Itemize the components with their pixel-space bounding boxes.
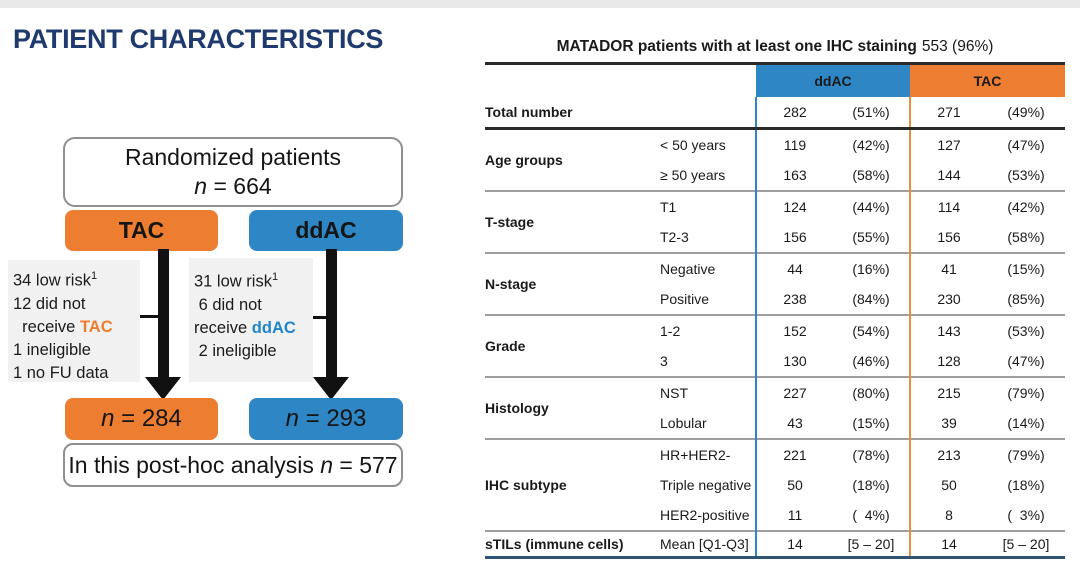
- percent-cell: (51%): [833, 97, 910, 129]
- percent-cell: (79%): [987, 439, 1065, 470]
- count-cell: 213: [910, 439, 987, 470]
- group-label: sTILs (immune cells): [485, 531, 660, 558]
- percent-cell: (55%): [852, 229, 890, 245]
- percent-cell: (15%): [987, 253, 1065, 284]
- percent-cell: (58%): [1007, 229, 1045, 245]
- percent-cell: (53%): [1007, 167, 1045, 183]
- subcategory-label: Lobular: [660, 415, 707, 431]
- count-cell: 50: [910, 470, 987, 500]
- tac-note-line1-text: 34 low risk: [13, 271, 91, 290]
- subcategory-label: Mean [Q1-Q3]: [660, 531, 756, 558]
- n-variable: n: [285, 405, 299, 432]
- column-header-ddac: ddAC: [756, 64, 910, 98]
- count-cell: 11: [756, 500, 833, 531]
- group-label: Age groups: [485, 129, 660, 192]
- subcategory-label: HR+HER2-: [660, 439, 756, 470]
- tac-arm-box: TAC: [65, 210, 218, 251]
- footnote-marker: 1: [271, 271, 279, 283]
- count-cell: 114: [910, 191, 987, 222]
- count-cell: 44: [756, 253, 833, 284]
- subcategory-label: Triple negative: [660, 477, 752, 493]
- ddac-note-line1: [194, 266, 309, 294]
- percent-cell: (58%): [852, 167, 890, 183]
- percent-cell: (18%): [1007, 477, 1045, 493]
- subcategory-label: Negative: [660, 253, 756, 284]
- table-row-stils: [485, 531, 1065, 558]
- count-cell: 227: [756, 377, 833, 408]
- percent-cell: (46%): [852, 353, 890, 369]
- randomized-line1: Randomized patients: [124, 144, 342, 170]
- ddac-note-line2: 6 did not: [194, 295, 262, 314]
- tac-note-line3-prefix: receive: [13, 317, 80, 336]
- ddac-note-line3: [194, 317, 309, 340]
- footnote-marker: 1: [90, 270, 98, 282]
- subcategory-label: T1: [660, 191, 756, 222]
- n-variable: n: [101, 405, 115, 432]
- percent-cell: (49%): [987, 97, 1065, 129]
- count-cell: 14: [910, 531, 987, 558]
- randomized-patients-box: [63, 137, 403, 207]
- percent-cell: (54%): [833, 315, 910, 346]
- count-cell: 124: [756, 191, 833, 222]
- percent-cell: [5 – 20]: [833, 531, 910, 558]
- percent-cell: (16%): [833, 253, 910, 284]
- subcategory-label: Positive: [660, 291, 710, 307]
- count-cell: 238: [756, 284, 833, 315]
- percent-cell: (14%): [1007, 415, 1045, 431]
- percent-cell: (79%): [987, 377, 1065, 408]
- subcategory-label: 3: [660, 353, 668, 369]
- percent-cell: (78%): [833, 439, 910, 470]
- table-caption-value: 553 (96%): [921, 38, 994, 55]
- posthoc-analysis-box: [63, 443, 403, 487]
- count-cell: 152: [756, 315, 833, 346]
- count-cell: 143: [910, 315, 987, 346]
- subcategory-label: T2-3: [660, 229, 689, 245]
- subcategory-label: ≥ 50 years: [660, 167, 726, 183]
- count-cell: 50: [756, 470, 833, 500]
- posthoc-prefix: In this post-hoc analysis: [68, 451, 321, 478]
- percent-cell: (15%): [852, 415, 890, 431]
- percent-cell: (53%): [987, 315, 1065, 346]
- percent-cell: (47%): [1007, 353, 1045, 369]
- percent-cell: ( 4%): [852, 507, 890, 523]
- randomized-line2: [194, 172, 271, 201]
- count-cell: 39: [910, 408, 987, 439]
- tac-exclusions-note: [8, 260, 140, 382]
- count-cell: 156: [756, 222, 833, 253]
- tac-note-line3: [13, 316, 136, 339]
- top-letterbox: [0, 0, 1080, 8]
- tac-arrow-head-icon: [145, 377, 181, 400]
- table-row: [485, 439, 1065, 470]
- ddac-arrow-head-icon: [313, 377, 349, 400]
- n-value: = 664: [207, 173, 272, 199]
- subcategory-label: 1-2: [660, 315, 756, 346]
- percent-cell: [5 – 20]: [987, 531, 1065, 558]
- subcategory-label: HER2-positive: [660, 507, 750, 523]
- count-cell: 127: [910, 129, 987, 161]
- tac-note-line1: [13, 265, 136, 293]
- count-cell: 221: [756, 439, 833, 470]
- tac-note-drug-label: TAC: [79, 317, 113, 336]
- table-row: [485, 191, 1065, 222]
- table-row-total: [485, 97, 1065, 129]
- count-cell: 130: [756, 346, 833, 377]
- count-cell: 8: [910, 500, 987, 531]
- tac-n-box: [65, 398, 218, 440]
- table-row: [485, 377, 1065, 408]
- count-cell: 230: [910, 284, 987, 315]
- table-caption: [485, 38, 1065, 62]
- page-title: PATIENT CHARACTERISTICS: [13, 24, 384, 54]
- header-empty-cell: [485, 64, 756, 98]
- count-cell: 271: [910, 97, 987, 129]
- ddac-arrow-shaft: [326, 249, 337, 378]
- group-label: Grade: [485, 315, 660, 377]
- count-cell: 156: [910, 222, 987, 253]
- n-variable: n: [194, 173, 208, 199]
- posthoc-text: [68, 452, 397, 479]
- group-label: IHC subtype: [485, 439, 660, 531]
- tac-arrow-shaft: [158, 249, 169, 378]
- column-header-tac: TAC: [910, 64, 1065, 98]
- table-row: [485, 315, 1065, 346]
- group-label: Histology: [485, 377, 660, 439]
- table-row: [485, 129, 1065, 161]
- tac-note-line2: 12 did not: [13, 294, 86, 313]
- count-cell: 41: [910, 253, 987, 284]
- subcategory-label: NST: [660, 377, 756, 408]
- percent-cell: (42%): [833, 129, 910, 161]
- ddac-note-line1-text: 31 low risk: [194, 272, 272, 291]
- percent-cell: (80%): [833, 377, 910, 408]
- patient-characteristics-table: [485, 62, 1065, 559]
- n-value: = 577: [333, 451, 398, 478]
- group-label: T-stage: [485, 191, 660, 253]
- count-cell: 14: [756, 531, 833, 558]
- count-cell: 144: [910, 160, 987, 191]
- percent-cell: (85%): [1007, 291, 1045, 307]
- n-variable: n: [320, 451, 334, 478]
- count-cell: 119: [756, 129, 833, 161]
- table-row: [485, 253, 1065, 284]
- ddac-n-box: [249, 398, 403, 440]
- group-label: Total number: [485, 97, 756, 129]
- percent-cell: (18%): [852, 477, 890, 493]
- ddac-note-line4: 2 ineligible: [194, 341, 277, 360]
- ddac-arm-box: ddAC: [249, 210, 403, 251]
- group-label: N-stage: [485, 253, 660, 315]
- percent-cell: (42%): [987, 191, 1065, 222]
- percent-cell: (84%): [852, 291, 890, 307]
- percent-cell: (44%): [833, 191, 910, 222]
- tac-note-line5: 1 no FU data: [13, 363, 109, 382]
- count-cell: 128: [910, 346, 987, 377]
- ddac-note-drug-label: ddAC: [251, 318, 296, 337]
- table-caption-title: MATADOR patients with at least one IHC staining: [556, 38, 917, 55]
- count-cell: 215: [910, 377, 987, 408]
- ihc-table-panel: [485, 38, 1065, 559]
- n-value: = 293: [298, 405, 367, 432]
- table-header-row: [485, 64, 1065, 98]
- n-value: = 284: [114, 405, 182, 432]
- count-cell: 163: [756, 160, 833, 191]
- percent-cell: ( 3%): [1007, 507, 1045, 523]
- ddac-exclusions-note: [189, 258, 313, 382]
- subcategory-label: < 50 years: [660, 129, 756, 161]
- count-cell: 282: [756, 97, 833, 129]
- ddac-note-line3-prefix: receive: [194, 318, 252, 337]
- percent-cell: (47%): [987, 129, 1065, 161]
- tac-note-line4: 1 ineligible: [13, 340, 91, 359]
- count-cell: 43: [756, 408, 833, 439]
